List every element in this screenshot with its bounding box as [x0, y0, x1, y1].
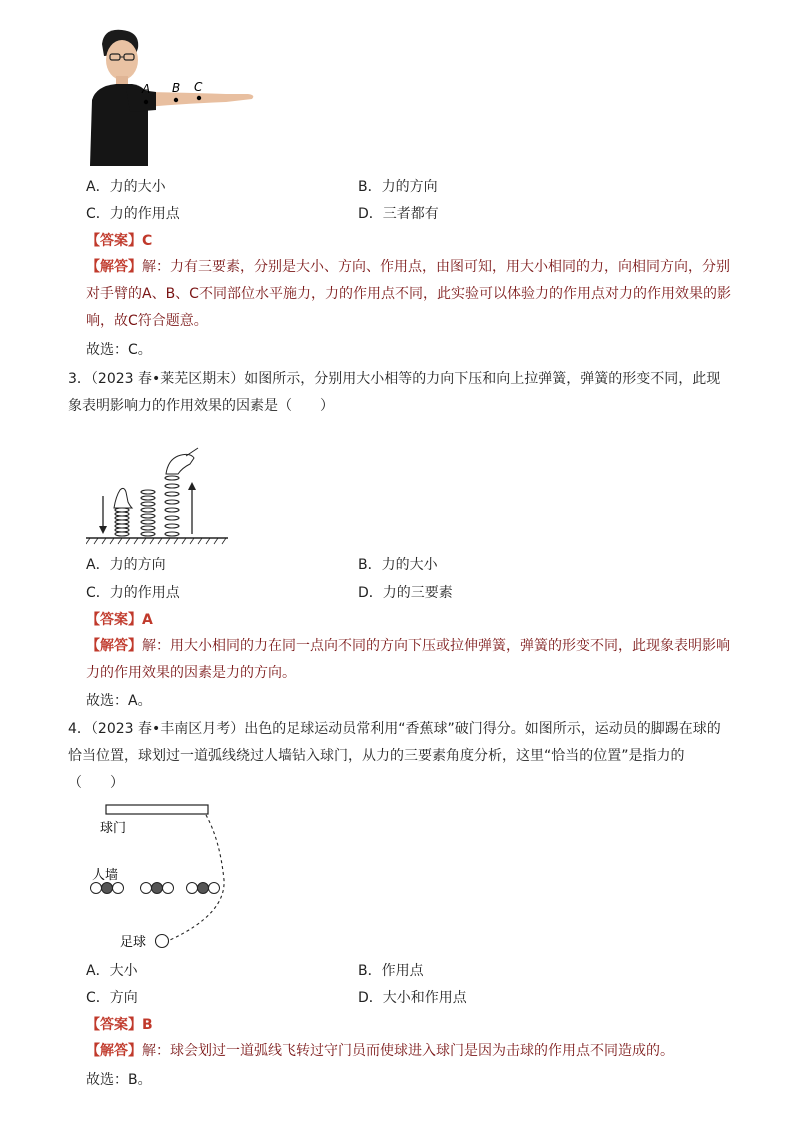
q2-option-a[interactable]: A．力的大小 [86, 179, 166, 195]
pulling-hand [166, 454, 194, 474]
q4-answer: 【答案】B [86, 1017, 153, 1033]
q2-conclusion: 故选：C。 [86, 342, 152, 358]
q3-option-a[interactable]: A．力的方向 [86, 557, 166, 573]
q2-explanation: 【解答】解：力有三要素，分别是大小、方向、作用点，由图可知，用大小相同的力，向相同方向，分别对手臂的A、B、C不同部位水平施力，力的作用点不同，此实验可以体验力的作用点对力的作用效果的影响，故C符合题意。 [86, 259, 731, 329]
point-b-marker [174, 98, 178, 102]
goal-label: 球门 [100, 821, 127, 836]
ball-label: 足球 [120, 935, 147, 950]
normal-spring [141, 490, 155, 536]
compressed-spring [115, 508, 129, 536]
label-b: B [172, 81, 181, 95]
q2-answer: 【答案】C [86, 233, 153, 249]
q4-explanation: 【解答】解：球会划过一道弧线飞转过守门员而使球进入球门是因为击球的作用点不同造成的。 [86, 1043, 674, 1059]
arrow-up-icon [188, 482, 196, 490]
goal-bar [106, 805, 208, 814]
q4-stem: 4．（2023 春•丰南区月考）出色的足球运动员常利用“香蕉球”破门得分。如图所示，运动员的脚踢在球的恰当位置，球划过一道弧线绕过人墙钻入球门，从力的三要素角度分析，这里“恰当的位置”是指力的（ ） [68, 721, 721, 791]
label-a: A [142, 82, 151, 96]
q3-option-b[interactable]: B．力的大小 [358, 557, 438, 573]
stretched-spring [165, 476, 179, 536]
spring-figure [86, 446, 232, 548]
q2-option-d[interactable]: D．三者都有 [358, 206, 439, 222]
q2-option-c[interactable]: C．力的作用点 [86, 206, 180, 222]
wall-label: 人墙 [92, 868, 119, 883]
banana-kick-figure [88, 800, 232, 952]
q3-conclusion: 故选：A。 [86, 693, 152, 709]
human-wall [91, 883, 220, 894]
q3-answer: 【答案】A [86, 612, 153, 628]
point-a-marker [144, 100, 148, 104]
q4-option-d[interactable]: D．大小和作用点 [358, 990, 467, 1006]
q2-option-b[interactable]: B．力的方向 [358, 179, 438, 195]
q3-explanation: 【解答】解：用大小相同的力在同一点向不同的方向下压或拉伸弹簧，弹簧的形变不同，此现象表明影响力的作用效果的因素是力的方向。 [86, 638, 730, 681]
q4-option-c[interactable]: C．方向 [86, 990, 138, 1006]
point-c-marker [197, 96, 201, 100]
pressing-hand [114, 488, 132, 508]
q4-option-a[interactable]: A．大小 [86, 963, 138, 979]
football-icon [156, 935, 169, 948]
q4-option-b[interactable]: B．作用点 [358, 963, 424, 979]
q3-option-c[interactable]: C．力的作用点 [86, 585, 180, 601]
arrow-down-icon [99, 526, 107, 534]
label-c: C [194, 80, 203, 94]
q4-conclusion: 故选：B。 [86, 1072, 152, 1088]
q3-option-d[interactable]: D．力的三要素 [358, 585, 453, 601]
ball-trajectory [170, 815, 224, 940]
q3-stem: 3．（2023 春•莱芜区期末）如图所示，分别用大小相等的力向下压和向上拉弹簧，弹簧的形变不同，此现象表明影响力的作用效果的因素是（ ） [68, 371, 721, 414]
arm-figure [86, 26, 258, 166]
